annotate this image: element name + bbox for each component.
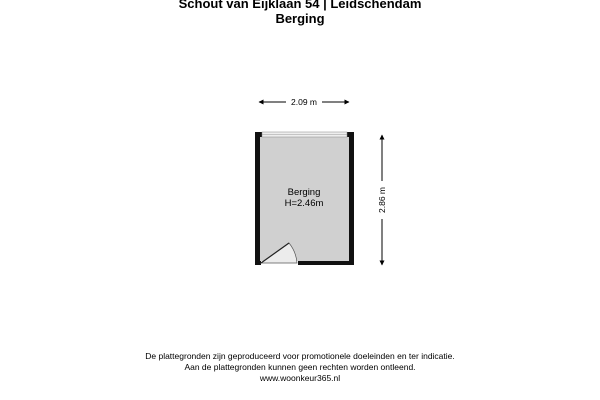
- depth-label: 2.86 m: [377, 187, 387, 213]
- floor-title: Berging: [275, 11, 325, 26]
- disclaimer-line-1: De plattegronden zijn geproduceerd voor promotionele doeleinden en ter indicatie.: [145, 351, 455, 361]
- room-name: Berging: [287, 187, 321, 198]
- website-link[interactable]: www.woonkeur365.nl: [259, 373, 341, 383]
- room-berging: [255, 132, 354, 265]
- room-height: H=2.46m: [284, 198, 324, 209]
- depth-dimension: [376, 135, 388, 265]
- width-label: 2.09 m: [291, 97, 317, 107]
- plan-title: Schout van Eijklaan 54 | Leidschendam: [178, 0, 422, 11]
- disclaimer-line-2: Aan de plattegronden kunnen geen rechten worden ontleend.: [184, 362, 416, 372]
- width-dimension: [259, 96, 349, 108]
